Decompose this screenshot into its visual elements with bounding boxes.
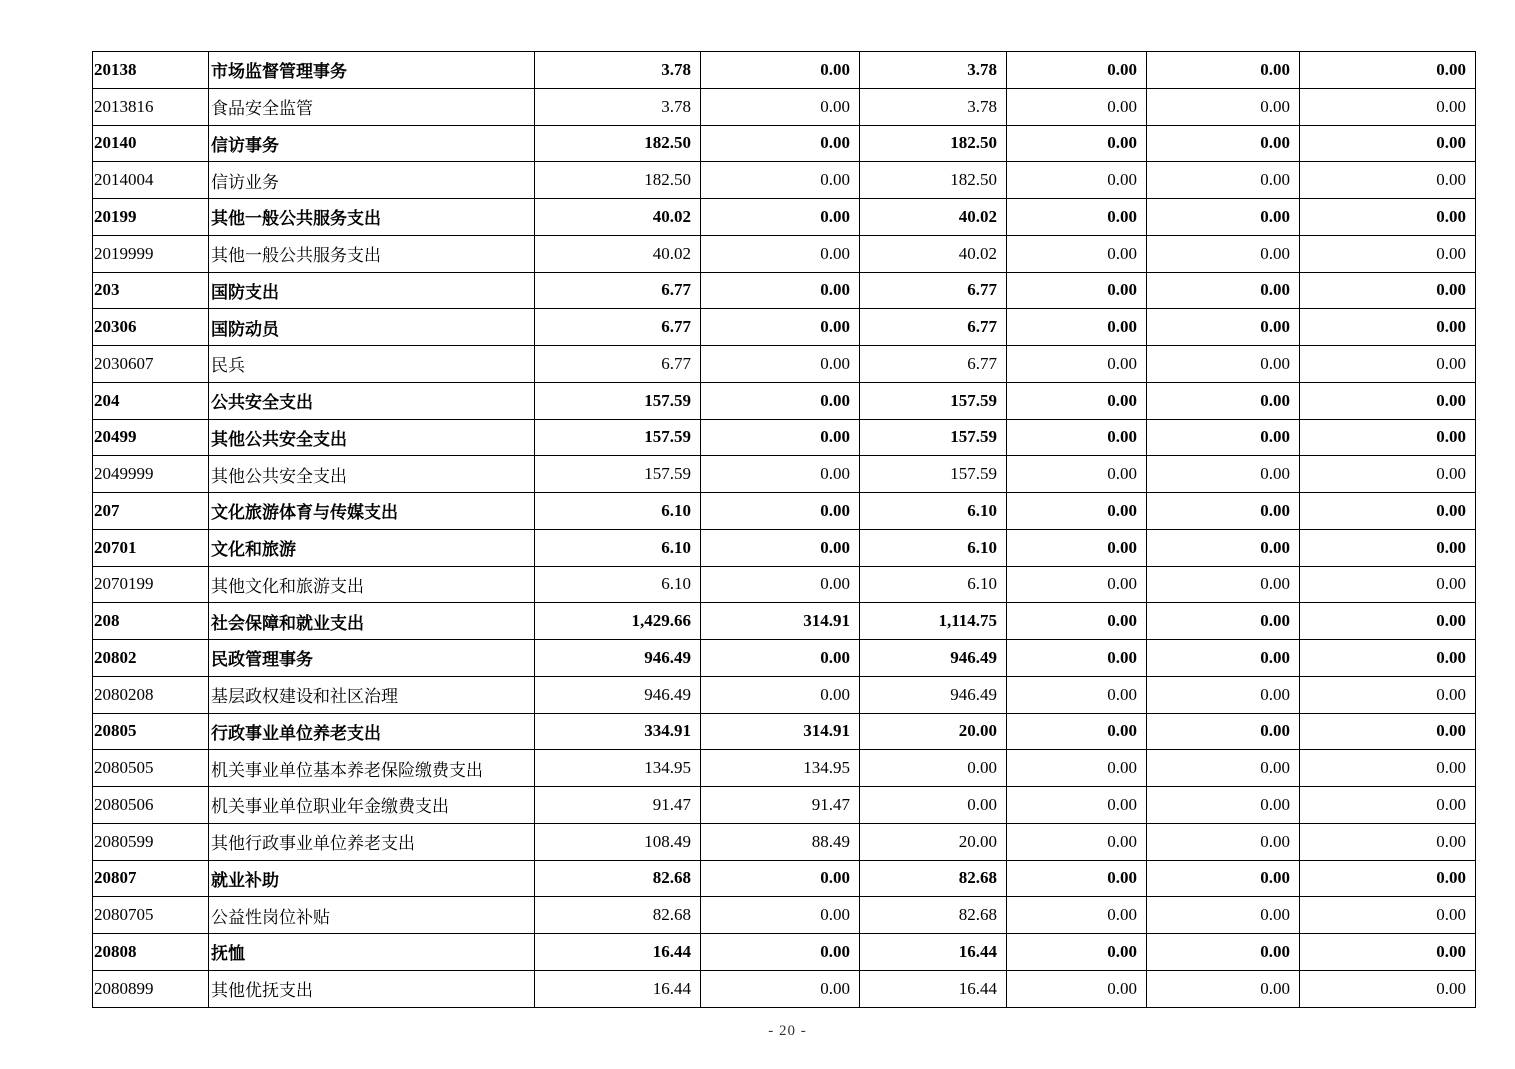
amount-cell: 0.00	[1147, 640, 1300, 677]
amount-cell: 6.77	[860, 309, 1007, 346]
amount-cell: 946.49	[860, 640, 1007, 677]
amount-cell: 1,114.75	[860, 603, 1007, 640]
subject-code-cell: 20306	[93, 309, 209, 346]
amount-cell: 157.59	[860, 382, 1007, 419]
amount-cell: 0.00	[1300, 235, 1476, 272]
amount-cell: 0.00	[701, 382, 860, 419]
amount-cell: 946.49	[535, 640, 701, 677]
amount-cell: 0.00	[1147, 787, 1300, 824]
amount-cell: 6.10	[535, 566, 701, 603]
amount-cell: 157.59	[535, 456, 701, 493]
subject-name-cell: 食品安全监管	[209, 88, 535, 125]
amount-cell: 0.00	[860, 750, 1007, 787]
amount-cell: 0.00	[1007, 125, 1147, 162]
amount-cell: 0.00	[1300, 162, 1476, 199]
amount-cell: 0.00	[1007, 162, 1147, 199]
amount-cell: 0.00	[1147, 713, 1300, 750]
subject-code-cell: 2080505	[93, 750, 209, 787]
table-row	[93, 162, 1476, 199]
table-row	[93, 787, 1476, 824]
amount-cell: 0.00	[1007, 529, 1147, 566]
amount-cell: 0.00	[701, 493, 860, 530]
amount-cell: 157.59	[860, 419, 1007, 456]
amount-cell: 6.77	[535, 309, 701, 346]
amount-cell: 0.00	[1300, 199, 1476, 236]
amount-cell: 20.00	[860, 713, 1007, 750]
table-row	[93, 52, 1476, 89]
amount-cell: 3.78	[535, 52, 701, 89]
amount-cell: 0.00	[1147, 162, 1300, 199]
amount-cell: 0.00	[1007, 52, 1147, 89]
amount-cell: 0.00	[1300, 309, 1476, 346]
subject-name-cell: 文化和旅游	[209, 529, 535, 566]
amount-cell: 0.00	[1147, 309, 1300, 346]
subject-code-cell: 2019999	[93, 235, 209, 272]
amount-cell: 0.00	[1300, 566, 1476, 603]
amount-cell: 16.44	[860, 934, 1007, 971]
table-row	[93, 823, 1476, 860]
subject-code-cell: 2080899	[93, 970, 209, 1007]
amount-cell: 0.00	[1007, 934, 1147, 971]
subject-code-cell: 20138	[93, 52, 209, 89]
amount-cell: 0.00	[1300, 750, 1476, 787]
amount-cell: 0.00	[701, 346, 860, 383]
amount-cell: 0.00	[1300, 52, 1476, 89]
amount-cell: 82.68	[535, 860, 701, 897]
amount-cell: 6.10	[535, 493, 701, 530]
table-row	[93, 603, 1476, 640]
amount-cell: 40.02	[535, 235, 701, 272]
amount-cell: 0.00	[701, 970, 860, 1007]
amount-cell: 0.00	[701, 897, 860, 934]
amount-cell: 0.00	[1007, 346, 1147, 383]
amount-cell: 0.00	[1300, 823, 1476, 860]
subject-code-cell: 2013816	[93, 88, 209, 125]
amount-cell: 0.00	[1300, 456, 1476, 493]
amount-cell: 0.00	[1147, 750, 1300, 787]
amount-cell: 16.44	[535, 934, 701, 971]
subject-name-cell: 其他一般公共服务支出	[209, 199, 535, 236]
subject-name-cell: 国防支出	[209, 272, 535, 309]
amount-cell: 0.00	[1147, 382, 1300, 419]
subject-code-cell: 204	[93, 382, 209, 419]
subject-name-cell: 其他公共安全支出	[209, 456, 535, 493]
subject-name-cell: 国防动员	[209, 309, 535, 346]
table-row	[93, 346, 1476, 383]
amount-cell: 0.00	[1147, 529, 1300, 566]
amount-cell: 314.91	[701, 603, 860, 640]
amount-cell: 0.00	[1300, 970, 1476, 1007]
amount-cell: 0.00	[701, 456, 860, 493]
amount-cell: 0.00	[1147, 860, 1300, 897]
subject-name-cell: 公共安全支出	[209, 382, 535, 419]
amount-cell: 0.00	[1300, 787, 1476, 824]
table-row	[93, 934, 1476, 971]
subject-code-cell: 2080705	[93, 897, 209, 934]
subject-name-cell: 就业补助	[209, 860, 535, 897]
amount-cell: 108.49	[535, 823, 701, 860]
amount-cell: 0.00	[1007, 713, 1147, 750]
amount-cell: 0.00	[1300, 897, 1476, 934]
subject-code-cell: 20199	[93, 199, 209, 236]
amount-cell: 0.00	[1007, 823, 1147, 860]
amount-cell: 0.00	[701, 162, 860, 199]
amount-cell: 182.50	[535, 162, 701, 199]
subject-name-cell: 文化旅游体育与传媒支出	[209, 493, 535, 530]
amount-cell: 0.00	[1007, 419, 1147, 456]
amount-cell: 0.00	[1007, 199, 1147, 236]
amount-cell: 0.00	[1007, 640, 1147, 677]
amount-cell: 16.44	[535, 970, 701, 1007]
amount-cell: 0.00	[1007, 88, 1147, 125]
amount-cell: 82.68	[860, 860, 1007, 897]
table-row	[93, 309, 1476, 346]
amount-cell: 0.00	[1147, 235, 1300, 272]
amount-cell: 0.00	[1007, 676, 1147, 713]
amount-cell: 0.00	[1007, 493, 1147, 530]
subject-code-cell: 203	[93, 272, 209, 309]
amount-cell: 0.00	[1300, 603, 1476, 640]
amount-cell: 0.00	[701, 199, 860, 236]
subject-name-cell: 其他公共安全支出	[209, 419, 535, 456]
table-row	[93, 493, 1476, 530]
amount-cell: 0.00	[1300, 493, 1476, 530]
amount-cell: 88.49	[701, 823, 860, 860]
amount-cell: 0.00	[1007, 309, 1147, 346]
amount-cell: 0.00	[701, 272, 860, 309]
subject-name-cell: 其他文化和旅游支出	[209, 566, 535, 603]
amount-cell: 3.78	[860, 88, 1007, 125]
amount-cell: 6.77	[860, 346, 1007, 383]
subject-name-cell: 民兵	[209, 346, 535, 383]
amount-cell: 40.02	[860, 235, 1007, 272]
amount-cell: 0.00	[1300, 640, 1476, 677]
subject-name-cell: 机关事业单位基本养老保险缴费支出	[209, 750, 535, 787]
amount-cell: 40.02	[860, 199, 1007, 236]
amount-cell: 0.00	[1300, 934, 1476, 971]
amount-cell: 0.00	[701, 676, 860, 713]
table-row	[93, 88, 1476, 125]
amount-cell: 91.47	[535, 787, 701, 824]
subject-name-cell: 其他行政事业单位养老支出	[209, 823, 535, 860]
subject-code-cell: 2014004	[93, 162, 209, 199]
table-row	[93, 199, 1476, 236]
subject-name-cell: 社会保障和就业支出	[209, 603, 535, 640]
amount-cell: 0.00	[701, 640, 860, 677]
amount-cell: 16.44	[860, 970, 1007, 1007]
amount-cell: 0.00	[701, 419, 860, 456]
subject-name-cell: 信访业务	[209, 162, 535, 199]
amount-cell: 6.77	[535, 346, 701, 383]
amount-cell: 0.00	[1300, 419, 1476, 456]
amount-cell: 0.00	[1147, 676, 1300, 713]
subject-code-cell: 207	[93, 493, 209, 530]
amount-cell: 946.49	[860, 676, 1007, 713]
subject-name-cell: 抚恤	[209, 934, 535, 971]
amount-cell: 0.00	[1147, 566, 1300, 603]
amount-cell: 157.59	[860, 456, 1007, 493]
amount-cell: 0.00	[1147, 272, 1300, 309]
amount-cell: 6.10	[860, 493, 1007, 530]
amount-cell: 334.91	[535, 713, 701, 750]
amount-cell: 0.00	[701, 566, 860, 603]
subject-name-cell: 其他优抚支出	[209, 970, 535, 1007]
amount-cell: 40.02	[535, 199, 701, 236]
amount-cell: 0.00	[1007, 382, 1147, 419]
amount-cell: 157.59	[535, 419, 701, 456]
amount-cell: 0.00	[1300, 382, 1476, 419]
subject-name-cell: 公益性岗位补贴	[209, 897, 535, 934]
table-row	[93, 676, 1476, 713]
subject-code-cell: 2030607	[93, 346, 209, 383]
amount-cell: 20.00	[860, 823, 1007, 860]
table-row	[93, 750, 1476, 787]
subject-name-cell: 机关事业单位职业年金缴费支出	[209, 787, 535, 824]
amount-cell: 946.49	[535, 676, 701, 713]
table-row	[93, 897, 1476, 934]
amount-cell: 0.00	[1300, 713, 1476, 750]
amount-cell: 314.91	[701, 713, 860, 750]
subject-code-cell: 20805	[93, 713, 209, 750]
amount-cell: 0.00	[1300, 88, 1476, 125]
table-row	[93, 419, 1476, 456]
subject-name-cell: 行政事业单位养老支出	[209, 713, 535, 750]
amount-cell: 0.00	[1147, 346, 1300, 383]
subject-code-cell: 20499	[93, 419, 209, 456]
amount-cell: 0.00	[1007, 272, 1147, 309]
subject-name-cell: 其他一般公共服务支出	[209, 235, 535, 272]
subject-name-cell: 市场监督管理事务	[209, 52, 535, 89]
page-number: - 20 -	[768, 1023, 807, 1039]
amount-cell: 6.10	[860, 529, 1007, 566]
subject-code-cell: 2080506	[93, 787, 209, 824]
table-row	[93, 272, 1476, 309]
amount-cell: 0.00	[701, 52, 860, 89]
amount-cell: 0.00	[1147, 199, 1300, 236]
amount-cell: 0.00	[1300, 529, 1476, 566]
table-row	[93, 640, 1476, 677]
amount-cell: 0.00	[1300, 676, 1476, 713]
amount-cell: 82.68	[535, 897, 701, 934]
table-row	[93, 566, 1476, 603]
amount-cell: 157.59	[535, 382, 701, 419]
table-row	[93, 860, 1476, 897]
amount-cell: 0.00	[1300, 346, 1476, 383]
amount-cell: 182.50	[535, 125, 701, 162]
amount-cell: 6.10	[860, 566, 1007, 603]
amount-cell: 0.00	[1147, 125, 1300, 162]
subject-code-cell: 2049999	[93, 456, 209, 493]
amount-cell: 0.00	[1007, 235, 1147, 272]
amount-cell: 0.00	[1147, 823, 1300, 860]
amount-cell: 3.78	[860, 52, 1007, 89]
table-body	[93, 52, 1476, 1008]
amount-cell: 0.00	[701, 235, 860, 272]
table-row	[93, 382, 1476, 419]
amount-cell: 0.00	[1147, 603, 1300, 640]
amount-cell: 1,429.66	[535, 603, 701, 640]
amount-cell: 6.10	[535, 529, 701, 566]
amount-cell: 0.00	[1147, 419, 1300, 456]
amount-cell: 0.00	[1007, 603, 1147, 640]
subject-name-cell: 基层政权建设和社区治理	[209, 676, 535, 713]
table-row	[93, 125, 1476, 162]
subject-code-cell: 2080599	[93, 823, 209, 860]
amount-cell: 0.00	[1147, 88, 1300, 125]
subject-code-cell: 2070199	[93, 566, 209, 603]
amount-cell: 0.00	[701, 529, 860, 566]
subject-code-cell: 20807	[93, 860, 209, 897]
amount-cell: 0.00	[1300, 125, 1476, 162]
amount-cell: 82.68	[860, 897, 1007, 934]
amount-cell: 134.95	[701, 750, 860, 787]
amount-cell: 134.95	[535, 750, 701, 787]
amount-cell: 0.00	[1007, 566, 1147, 603]
amount-cell: 0.00	[1007, 897, 1147, 934]
subject-code-cell: 2080208	[93, 676, 209, 713]
amount-cell: 0.00	[1007, 456, 1147, 493]
amount-cell: 0.00	[1147, 52, 1300, 89]
subject-code-cell: 20701	[93, 529, 209, 566]
table-row	[93, 970, 1476, 1007]
amount-cell: 0.00	[1300, 272, 1476, 309]
amount-cell: 182.50	[860, 162, 1007, 199]
amount-cell: 0.00	[701, 860, 860, 897]
amount-cell: 0.00	[1147, 897, 1300, 934]
amount-cell: 0.00	[701, 125, 860, 162]
amount-cell: 0.00	[701, 309, 860, 346]
amount-cell: 0.00	[1147, 456, 1300, 493]
subject-code-cell: 20808	[93, 934, 209, 971]
table-row	[93, 235, 1476, 272]
amount-cell: 0.00	[1007, 860, 1147, 897]
amount-cell: 0.00	[1147, 970, 1300, 1007]
table-row	[93, 713, 1476, 750]
subject-name-cell: 民政管理事务	[209, 640, 535, 677]
amount-cell: 6.77	[535, 272, 701, 309]
amount-cell: 182.50	[860, 125, 1007, 162]
amount-cell: 0.00	[701, 88, 860, 125]
amount-cell: 0.00	[1007, 787, 1147, 824]
table-row	[93, 456, 1476, 493]
amount-cell: 0.00	[1007, 970, 1147, 1007]
subject-code-cell: 20802	[93, 640, 209, 677]
amount-cell: 3.78	[535, 88, 701, 125]
amount-cell: 0.00	[1300, 860, 1476, 897]
subject-code-cell: 20140	[93, 125, 209, 162]
amount-cell: 0.00	[701, 934, 860, 971]
subject-code-cell: 208	[93, 603, 209, 640]
amount-cell: 0.00	[1007, 750, 1147, 787]
subject-name-cell: 信访事务	[209, 125, 535, 162]
amount-cell: 0.00	[1147, 493, 1300, 530]
amount-cell: 6.77	[860, 272, 1007, 309]
table-row	[93, 529, 1476, 566]
amount-cell: 91.47	[701, 787, 860, 824]
amount-cell: 0.00	[1147, 934, 1300, 971]
amount-cell: 0.00	[860, 787, 1007, 824]
budget-table	[92, 51, 1476, 1008]
